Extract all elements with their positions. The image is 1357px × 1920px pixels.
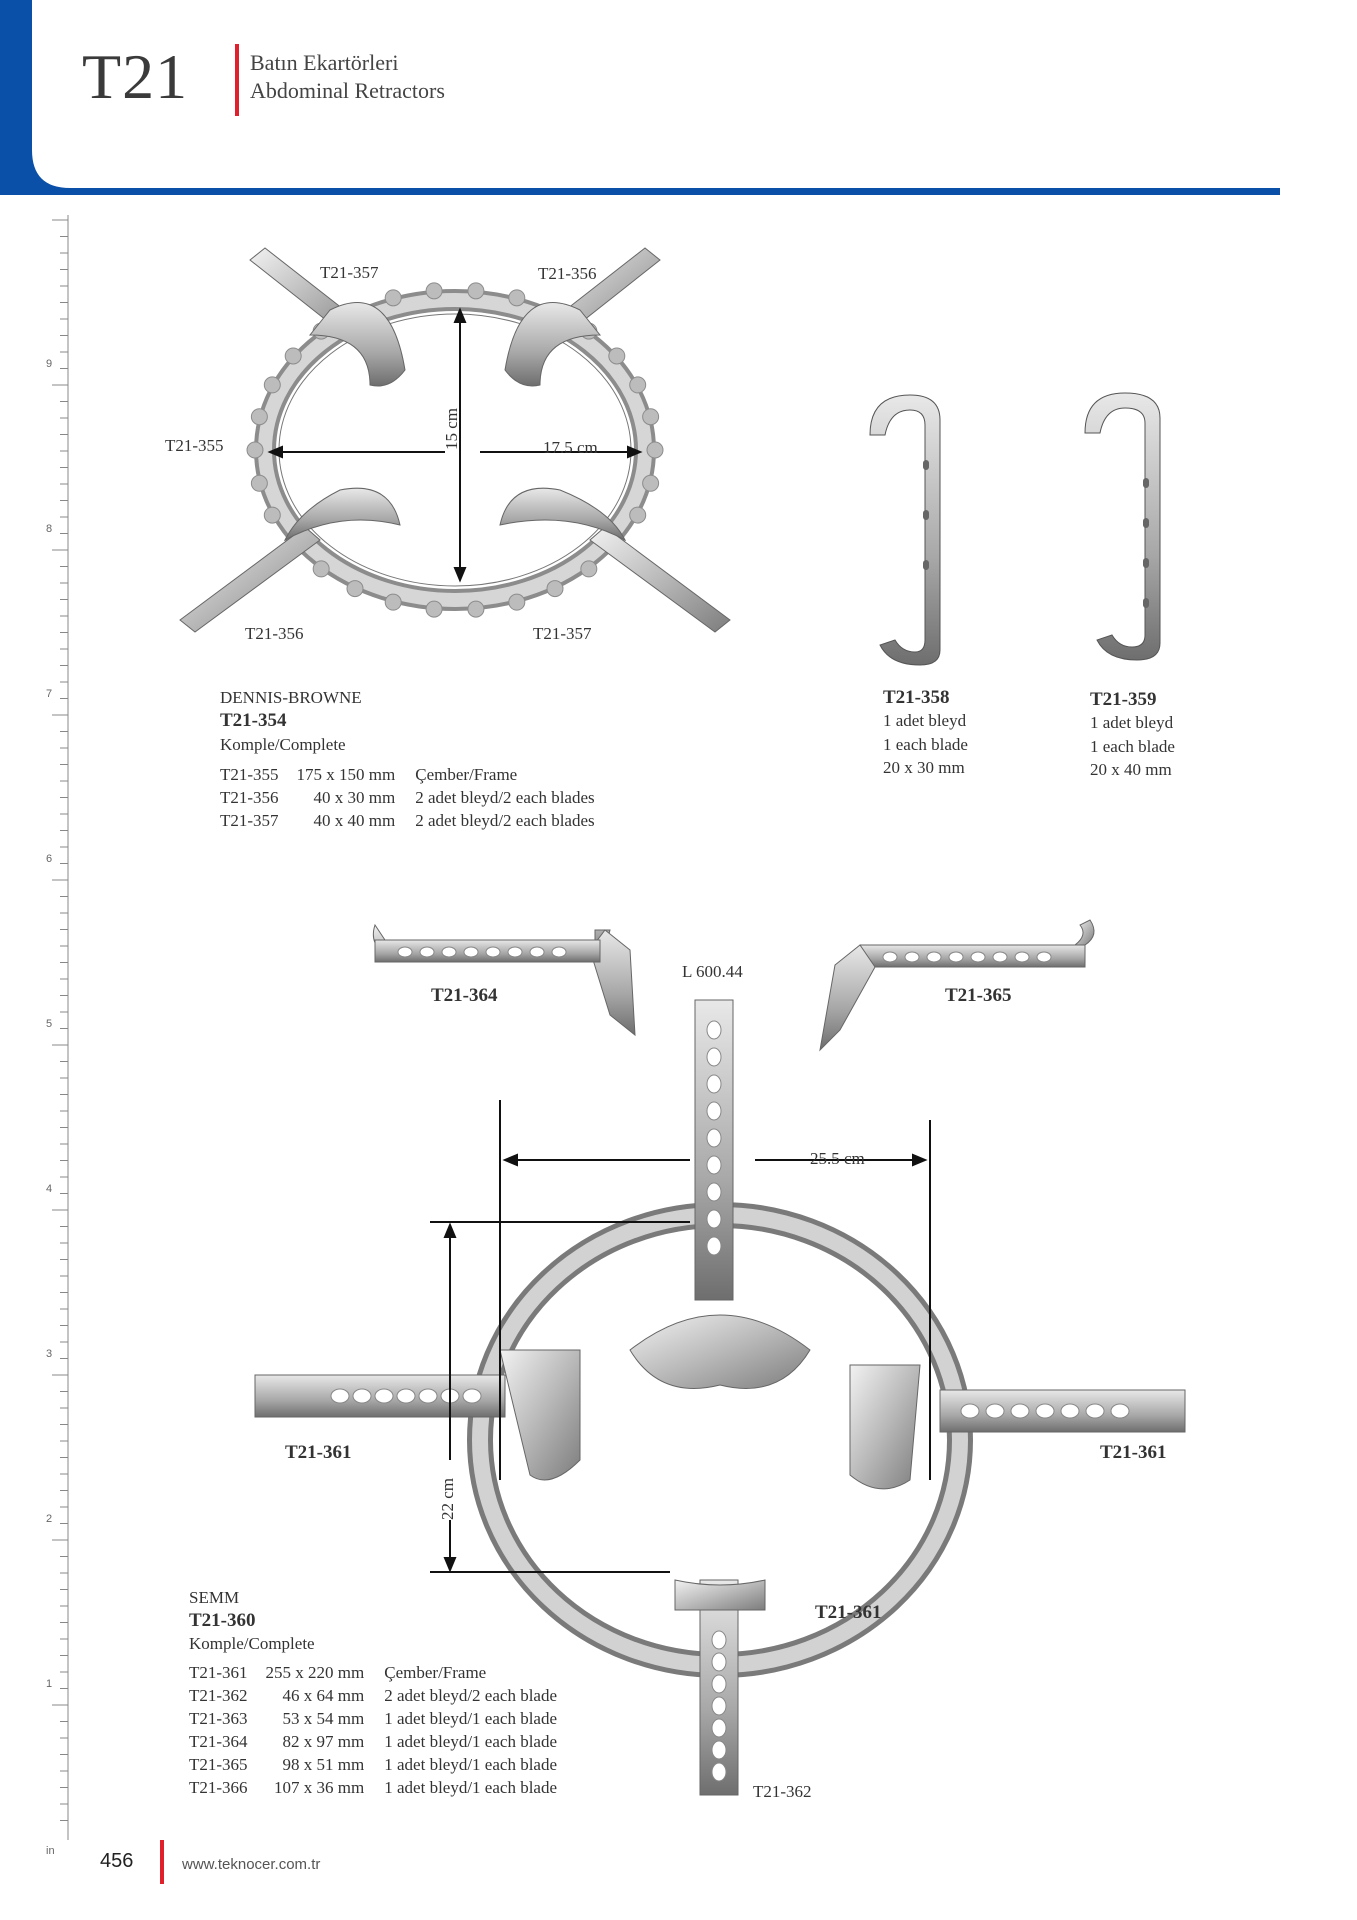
spec-dim: 82 x 97 mm: [282, 1732, 365, 1751]
ruler-label: 1: [46, 1678, 53, 1690]
dennis_browne-spec-row: [220, 764, 595, 787]
ruler-label: 4: [46, 1183, 53, 1195]
ruler-label: 8: [46, 523, 53, 535]
spec-dim: 175 x 150 mm: [296, 765, 396, 784]
blade-line1: 1 adet bleyd: [883, 711, 967, 730]
spec-dim: 107 x 36 mm: [274, 1778, 365, 1797]
spec-code: T21-365: [189, 1755, 248, 1774]
label-t21-365: T21-365: [945, 985, 1012, 1006]
blade-t21-359-illustration: [1075, 388, 1185, 668]
blade-line2: 1 each blade: [1090, 737, 1175, 756]
ruler-label: 7: [46, 688, 53, 700]
product-code-t21-360: T21-360: [189, 1610, 256, 1631]
label-t21-361-right: T21-361: [1100, 1442, 1167, 1463]
spec-desc: 1 adet bleyd/1 each blade: [384, 1732, 558, 1751]
spec-desc: 1 adet bleyd/1 each blade: [384, 1709, 558, 1728]
spec-desc: Çember/Frame: [415, 765, 518, 784]
semm-spec-row: [189, 1754, 557, 1777]
label-t21-357-top: T21-357: [320, 263, 379, 282]
spec-dim: 46 x 64 mm: [282, 1686, 365, 1705]
ruler-label: 5: [46, 1018, 53, 1030]
ruler-label: 6: [46, 853, 53, 865]
spec-desc: 1 adet bleyd/1 each blade: [384, 1778, 558, 1797]
spec-code: T21-355: [220, 765, 279, 784]
dim-height-22cm: 22 cm: [438, 1477, 457, 1520]
spec-code: T21-362: [189, 1686, 248, 1705]
spec-desc: 2 adet bleyd/2 each blade: [384, 1686, 558, 1705]
spec-code: T21-363: [189, 1709, 248, 1728]
label-t21-361-bottom: T21-361: [815, 1602, 882, 1623]
blade-code: T21-359: [1090, 689, 1157, 710]
label-t21-361-left: T21-361: [285, 1442, 352, 1463]
label-t21-357-bottom: T21-357: [533, 624, 592, 643]
spec-desc: Çember/Frame: [384, 1663, 487, 1682]
dennis_browne-spec-row: [220, 810, 595, 833]
blade-code: T21-358: [883, 687, 950, 708]
website-link[interactable]: www.teknocer.com.tr: [182, 1856, 321, 1873]
spec-dim: 40 x 40 mm: [313, 811, 396, 830]
semm-spec-table: [189, 1662, 557, 1800]
spec-desc: 2 adet bleyd/2 each blades: [415, 811, 595, 830]
header-divider: [235, 44, 239, 116]
product-subtitle: Komple/Complete: [220, 735, 346, 754]
spec-dim: 255 x 220 mm: [265, 1663, 365, 1682]
dennis_browne-spec-row: [220, 787, 595, 810]
blade-line3: 20 x 30 mm: [883, 758, 965, 777]
ruler-unit: in: [46, 1845, 55, 1857]
spec-desc: 2 adet bleyd/2 each blades: [415, 788, 595, 807]
spec-dim: 53 x 54 mm: [282, 1709, 365, 1728]
blade-line3: 20 x 40 mm: [1090, 760, 1172, 779]
spec-code: T21-366: [189, 1778, 248, 1797]
product-name-dennis-browne: DENNIS-BROWNE: [220, 688, 362, 707]
spec-desc: 1 adet bleyd/1 each blade: [384, 1755, 558, 1774]
blade-line1: 1 adet bleyd: [1090, 713, 1174, 732]
semm-spec-row: [189, 1708, 557, 1731]
spec-dim: 98 x 51 mm: [282, 1755, 365, 1774]
blade-t21-364: [373, 925, 635, 1035]
semm-spec-row: [189, 1662, 557, 1685]
spec-code: T21-364: [189, 1732, 248, 1751]
semm-spec-row: [189, 1777, 557, 1800]
dennis-browne-frame: [247, 283, 663, 617]
spec-code: T21-361: [189, 1663, 248, 1682]
ruler-label: 3: [46, 1348, 53, 1360]
page-number: 456: [100, 1850, 134, 1872]
title-english: Abdominal Retractors: [250, 78, 445, 103]
title-turkish: Batın Ekartörleri: [250, 50, 399, 75]
dennis-browne-spec-table: [220, 764, 595, 833]
label-t21-364: T21-364: [431, 985, 498, 1006]
label-t21-356-top: T21-356: [538, 264, 597, 283]
blade-t21-358-illustration: [860, 390, 970, 670]
label-t21-356-bottom: T21-356: [245, 624, 304, 643]
label-t21-355: T21-355: [165, 436, 224, 455]
semm-spec-row: [189, 1731, 557, 1754]
label-t21-362: T21-362: [753, 1782, 812, 1801]
ruler-label: 9: [46, 358, 53, 370]
ruler-label: 2: [46, 1513, 53, 1525]
product-name-semm: SEMM: [189, 1588, 240, 1607]
spec-dim: 40 x 30 mm: [313, 788, 396, 807]
header-banner: [0, 0, 1280, 195]
spec-code: T21-357: [220, 811, 279, 830]
lot-number: L 600.44: [682, 962, 743, 981]
dim-height-15cm: 15 cm: [442, 407, 461, 450]
section-code: T21: [82, 41, 189, 112]
semm-spec-row: [189, 1685, 557, 1708]
blade-line2: 1 each blade: [883, 735, 968, 754]
spec-code: T21-356: [220, 788, 279, 807]
footer-divider: [160, 1840, 164, 1884]
product-code-t21-354: T21-354: [220, 710, 287, 731]
dim-width-17-5cm: 17.5 cm: [543, 438, 598, 457]
product-subtitle: Komple/Complete: [189, 1634, 315, 1653]
dennis-browne-illustration: [190, 240, 710, 680]
dim-width-25-5cm: 25.5 cm: [810, 1149, 865, 1168]
